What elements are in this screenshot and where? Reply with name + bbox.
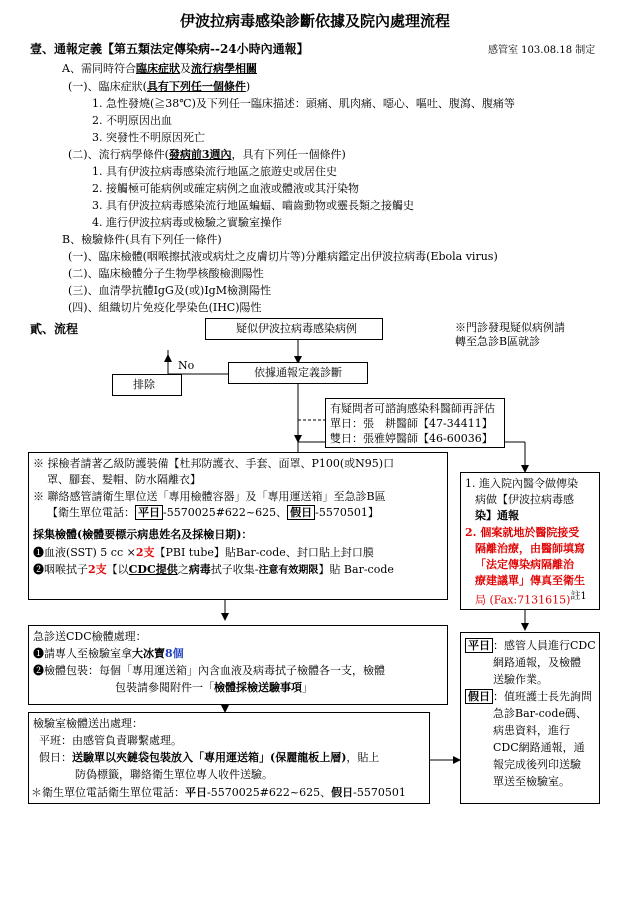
clinical-item: 2. 不明原因出血 xyxy=(92,114,172,127)
clinical-item: 3. 突發性不明原因死亡 xyxy=(92,131,205,144)
no-label: No xyxy=(178,359,195,372)
criteria-a-heading: A、需同時符合臨床症狀及流行病學相關 xyxy=(62,62,257,75)
criteria-b-heading: B、檢驗條件(具有下列任一條件) xyxy=(62,233,222,246)
epidemiology-item: 1. 具有伊波拉病毒感染流行地區之旅遊史或居住史 xyxy=(92,165,337,178)
epidemiology-item: 4. 進行伊波拉病毒或檢驗之實驗室操作 xyxy=(92,216,282,229)
report-box: 1. 進入院內醫令做傳染 病做【伊波拉病毒感 染】通報 2. 個案就地於醫院接受 隔離治療，由醫師填寫 「法定傳染病隔離治 療建議單」傳真至衛生 局 (Fax:7131615)$^{註1}$ xyxy=(460,472,600,610)
epidemiology-item: 2. 接觸極可能病例或確定病例之血液或體液或其汙染物 xyxy=(92,182,359,195)
epidemiology-heading: (二)、流行病學條件(發病前3週內，具有下列任一個條件) xyxy=(68,148,346,161)
lab-dispatch-box: 檢驗室檢體送出處理： 平班：由感管負責聯繫處理。 假日：送驗單以夾鏈袋包裝放入「專用運送箱」(保麗龍板上層)，貼上 防偽標籤，聯絡衛生單位專人收件送驗。 ＊衛生單位電話衛生單位電話：平日-5570025#622~625、假日-5570501 xyxy=(28,712,430,804)
consult-box: 有疑問者可諮詢感染科醫師再評估 單日：張 耕醫師【47-34411】 雙日：張雅婷醫師【46-60036】 xyxy=(325,398,505,448)
page-title: 伊波拉病毒感染診斷依據及院內處理流程 xyxy=(180,12,451,30)
specimen-collection-box: ※ 採檢者請著乙級防護裝備【杜邦防護衣、手套、面罩、P100(或N95)口 罩、腳套、髮帽、防水隔離衣】 ※ 聯絡感管請衛生單位送「專用檢體容器」及「專用運送箱」至急診B區 【衛生單位電話： 平日 -5570025#622~625、 假日 -5570501】 採集檢體(檢體要標示病患姓名及採檢日期)： ❶血液(SST) 5 cc ×2支【PBI tube】貼Bar-code、封口貼上封口膜 ❷咽喉拭子2支【以CDC提供之病毒拭子收集-注意有效期限】貼 Bar-code xyxy=(28,452,448,600)
opd-note: ※門診發現疑似病例請轉至急診B區就診 xyxy=(455,321,565,348)
lab-criteria-item: (四)、組織切片免疫化學染色(IHC)陽性 xyxy=(68,301,262,314)
exclude-box: 排除 xyxy=(112,374,182,396)
specimen-heading: 採集檢體(檢體要標示病患姓名及採檢日期)： xyxy=(33,528,253,541)
suspected-case-box: 疑似伊波拉病毒感染病例 xyxy=(205,318,383,340)
clinical-heading: (一)、臨床症狀(具有下列任一個條件) xyxy=(68,80,251,93)
epidemiology-item: 3. 具有伊波拉病毒感染流行地區蝙蝠、嚙齒動物或靈長類之接觸史 xyxy=(92,199,414,212)
cdc-specimen-box: 急診送CDC檢體處理： ❶請專人至檢驗室拿大冰寶8個 ❷檢體包裝：每個「專用運送箱」內含血液及病毒拭子檢體各一支，檢體 包裝請參閱附件一「檢體採檢送驗事項」 xyxy=(28,625,448,705)
section1-heading: 壹、通報定義【第五類法定傳染病--24小時內通報】 xyxy=(30,42,309,56)
lab-criteria-item: (二)、臨床檢體分子生物學核酸檢測陽性 xyxy=(68,267,264,280)
lab-criteria-item: (一)、臨床檢體(咽喉擦拭液或病灶之皮膚切片等)分離病鑑定出伊波拉病毒(Ebola virus) xyxy=(68,250,498,263)
lab-criteria-item: (三)、血清學抗體IgG及(或)IgM檢測陽性 xyxy=(68,284,271,297)
clinical-item: 1. 急性發燒(≧38℃)及下列任一臨床描述：頭痛、肌肉痛、噁心、嘔吐、腹瀉、腹痛等 xyxy=(92,97,515,110)
revision-note: 感管室 103.08.18 制定 xyxy=(488,45,596,56)
diagnose-box: 依據通報定義診斷 xyxy=(228,362,368,384)
duty-box: 平日 ：感管人員進行CDC 網路通報，及檢體 送驗作業。 假日 ：值班護士長先詢問 急診Bar-code碼、 病患資料，進行 CDC網路通報，通 報完成後列印送驗 單送至檢驗室。 xyxy=(460,632,600,804)
section2-heading: 貳、流程 xyxy=(30,322,79,336)
